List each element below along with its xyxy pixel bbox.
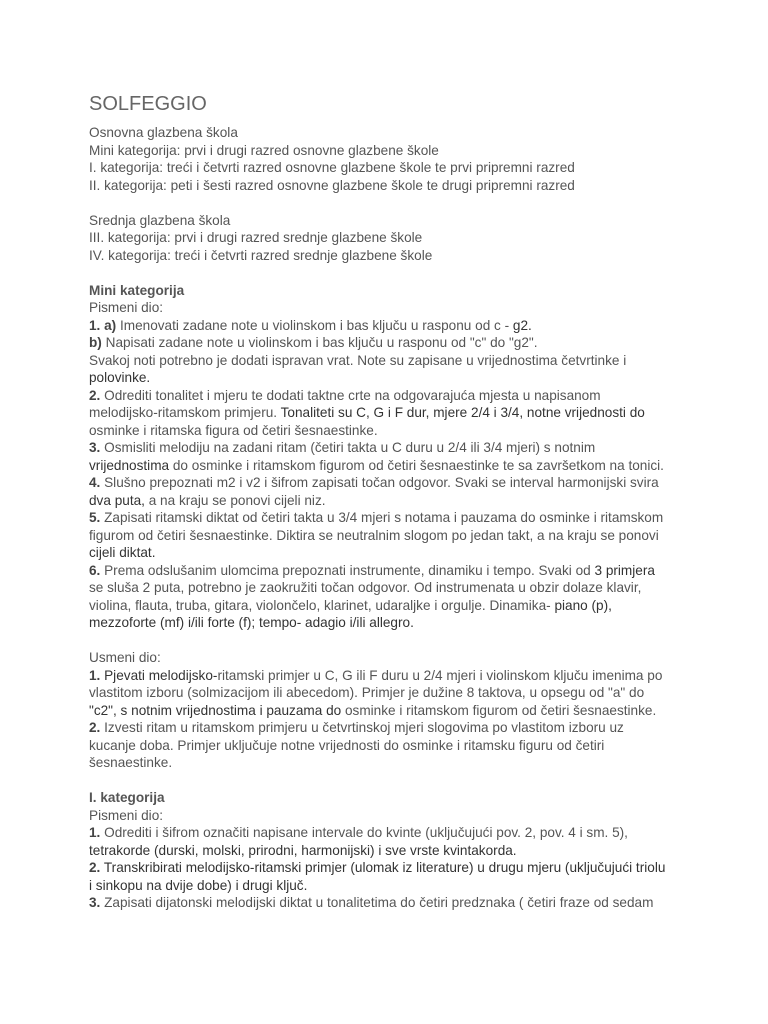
item-text: Slušno prepoznati m2 i v2 i šifrom zapisati točan odgovor. Svaki se interval harmonijski svira bbox=[100, 475, 659, 490]
oral-item-2 bbox=[89, 719, 689, 737]
item-text-line bbox=[89, 457, 689, 475]
item-text: Pjevati melodijsko- bbox=[100, 667, 218, 683]
item-number: 3. bbox=[89, 895, 101, 910]
item-text: Napisati zadane note u violinskom i bas ključu u rasponu od "c" do "g2". bbox=[101, 335, 538, 350]
item-text: do osminke i ritamskom figurom od četiri šesnaestinke te sa završetkom na tonici. bbox=[169, 457, 664, 473]
item-number: 1. a) bbox=[89, 317, 117, 333]
item-text-line: mezzoforte (mf) i/ili forte (f); tempo- adagio i/ili allegro. bbox=[89, 615, 414, 630]
item-number: 2. bbox=[89, 720, 101, 735]
item-text: g2. bbox=[512, 317, 532, 333]
subheading-written: Pismeni dio: bbox=[89, 300, 164, 315]
item-text: Zapisati dijatonski melodijski diktat u tonalitetima do četiri predznaka ( četiri fraze od sedam bbox=[100, 895, 654, 910]
item-text-line: i sinkopu na dvije dobe) i drugi ključ. bbox=[89, 877, 308, 893]
item-text: Prema odslušanim ulomcima prepoznati instrumente, dinamiku i tempo. Svaki od bbox=[100, 562, 595, 578]
item-text: Odrediti tonalitet i mjeru te dodati taktne crte na odgovarajuća mjesta u napisanom bbox=[100, 387, 601, 403]
subheading-written: Pismeni dio: bbox=[89, 807, 164, 823]
item-text: 3 primjera bbox=[594, 562, 655, 578]
item-text-line: osminke i ritamska figura od četiri šesnaestinke. bbox=[89, 422, 378, 438]
item-3 bbox=[89, 439, 689, 457]
item-text: Izvesti ritam u ritamskom primjeru u četvrtinskoj mjeri slogovima po vlastitom izboru uz bbox=[100, 720, 624, 735]
intro-line: I. kategorija: treći i četvrti razred osnovne glazbene škole te prvi pripremni razred bbox=[89, 160, 575, 175]
item-text-line bbox=[89, 702, 689, 720]
item-6 bbox=[89, 562, 689, 580]
section-heading-mini: Mini kategorija bbox=[89, 282, 185, 298]
item-text-line: tetrakorde (durski, molski, prirodni, harmonijski) i sve vrste kvintakorda. bbox=[89, 842, 517, 858]
spacer bbox=[89, 194, 689, 212]
item-number: 2. bbox=[89, 860, 101, 875]
item-text-line: se sluša 2 puta, potrebno je zaokružiti točan odgovor. Od instrumenata u obzir dolaze klavir, bbox=[89, 580, 642, 595]
item-text: violina, flauta, truba, gitara, violončelo, klarinet, udaraljke i orgulje. Dinamika- bbox=[89, 597, 555, 613]
item-text-line bbox=[89, 492, 689, 510]
item-text: melodijsko-ritamskom primjeru. bbox=[89, 405, 281, 420]
intro-line: III. kategorija: prvi i drugi razred srednje glazbene škole bbox=[89, 230, 423, 245]
item-number: b) bbox=[89, 335, 102, 350]
intro-line: IV. kategorija: treći i četvrti razred srednje glazbene škole bbox=[89, 247, 433, 263]
item-number: 1. bbox=[89, 667, 101, 683]
item-1a bbox=[89, 317, 689, 335]
cat1-item-1 bbox=[89, 824, 689, 842]
subheading-oral: Usmeni dio: bbox=[89, 650, 161, 665]
intro-line: II. kategorija: peti i šesti razred osnovne glazbene škole te drugi pripremni razred bbox=[89, 177, 575, 193]
item-text: Tonaliteti su C, G i F dur, mjere 2/4 i 3/4, notne vrijednosti do bbox=[280, 405, 645, 420]
item-text: "c2", s notnim vrijednostima i pauzama do bbox=[89, 702, 342, 718]
item-1b bbox=[89, 334, 689, 352]
item-text: ritamski primjer u C, G ili F duru u 2/4 mjeri i violinskom ključu imenima po bbox=[217, 667, 663, 683]
section-heading-cat1: I. kategorija bbox=[89, 790, 165, 805]
item-text: a na kraju se ponovi cijeli niz. bbox=[148, 492, 326, 508]
item-number: 4. bbox=[89, 475, 101, 490]
item-text: vrijednostima bbox=[89, 457, 170, 473]
intro-line: Mini kategorija: prvi i drugi razred osnovne glazbene škole bbox=[89, 142, 439, 158]
item-text: Osmisliti melodiju na zadani ritam (četiri takta u C duru u 2/4 ili 3/4 mjeri) s notnim bbox=[100, 440, 596, 455]
spacer bbox=[89, 264, 689, 282]
item-text-line bbox=[89, 404, 689, 422]
item-number: 1. bbox=[89, 825, 101, 840]
cat1-item-3 bbox=[89, 894, 689, 912]
item-text-line: figurom od četiri šesnaestinke. Diktira se neutralnim slogom po jedan takt, a na kraju se ponovi bbox=[89, 527, 659, 543]
item-text: Zapisati ritamski diktat od četiri takta u 3/4 mjeri s notama i pauzama do osminke i ritamskom bbox=[100, 510, 664, 525]
item-text-line bbox=[89, 597, 689, 615]
document-body bbox=[89, 124, 689, 912]
spacer bbox=[89, 772, 689, 790]
intro-line: Srednja glazbena škola bbox=[89, 212, 231, 228]
intro-line: Osnovna glazbena škola bbox=[89, 125, 238, 140]
item-text-line: kucanje doba. Primjer uključuje notne vrijednosti do osminke i ritamsku figuru od četiri bbox=[89, 737, 605, 753]
item-text: piano (p), bbox=[554, 597, 612, 613]
item-text-line: vlastitom izboru (solmizacijom ili abecedom). Primjer je dužine 8 taktova, u opsegu od "a" do bbox=[89, 685, 645, 700]
item-text: Imenovati zadane note u violinskom i bas ključu u rasponu od c - bbox=[116, 317, 513, 333]
item-number: 3. bbox=[89, 440, 101, 455]
page-title: SOLFEGGIO bbox=[89, 93, 207, 115]
item-text: osminke i ritamskom figurom od četiri šesnaestinke. bbox=[341, 702, 657, 718]
item-text: dva puta, bbox=[89, 492, 149, 508]
cat1-item-2 bbox=[89, 859, 689, 877]
item-text-line: šesnaestinke. bbox=[89, 755, 173, 770]
item-text-line: polovinke. bbox=[89, 370, 151, 385]
item-text: Transkribirati melodijsko-ritamski primjer (ulomak iz literature) u drugu mjeru (uključujući triolu bbox=[100, 860, 666, 875]
item-4 bbox=[89, 474, 689, 492]
item-5 bbox=[89, 509, 689, 527]
item-number: 2. bbox=[89, 387, 101, 403]
item-number: 6. bbox=[89, 562, 101, 578]
oral-item-1 bbox=[89, 667, 689, 685]
item-text-line: cijeli diktat. bbox=[89, 545, 156, 560]
item-2 bbox=[89, 387, 689, 405]
item-text-line: Svakoj noti potrebno je dodati ispravan vrat. Note su zapisane u vrijednostima četvrtinke i bbox=[89, 352, 627, 368]
spacer bbox=[89, 632, 689, 650]
item-text: Odrediti i šifrom označiti napisane intervale do kvinte (uključujući pov. 2, pov. 4 i sm. 5), bbox=[100, 825, 628, 840]
item-number: 5. bbox=[89, 510, 101, 525]
